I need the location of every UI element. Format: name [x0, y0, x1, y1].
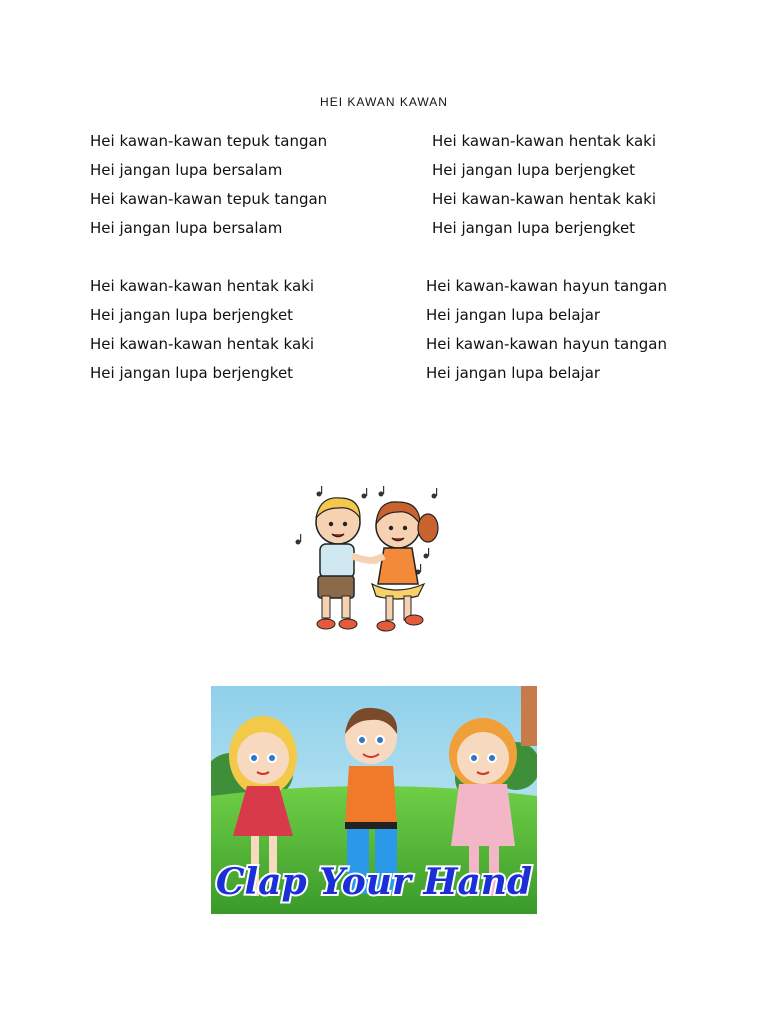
verse-line: Hei jangan lupa belajar	[426, 364, 601, 382]
clap-your-hand-banner	[211, 686, 537, 914]
verse-2	[432, 127, 656, 243]
verse-4	[426, 272, 667, 388]
verse-line: Hei kawan-kawan hentak kaki	[432, 190, 657, 208]
verse-line: Hei jangan lupa bersalam	[90, 219, 283, 237]
verse-line: Hei kawan-kawan hayun tangan	[426, 335, 667, 353]
verse-line: Hei kawan-kawan hentak kaki	[90, 335, 315, 353]
boy-figure	[316, 498, 378, 629]
verse-1	[90, 127, 327, 243]
dancing-children-illustration	[286, 484, 466, 636]
verse-line: Hei kawan-kawan hentak kaki	[90, 277, 315, 295]
verse-line: Hei jangan lupa berjengket	[432, 161, 636, 179]
verse-line: Hei kawan-kawan hentak kaki	[432, 132, 657, 150]
verse-line: Hei kawan-kawan tepuk tangan	[90, 132, 328, 150]
verse-line: Hei kawan-kawan tepuk tangan	[90, 190, 328, 208]
verse-line: Hei kawan-kawan hayun tangan	[426, 277, 667, 295]
banner-title: Clap Your Hand	[215, 861, 533, 903]
verse-line: Hei jangan lupa bersalam	[90, 161, 283, 179]
verse-line: Hei jangan lupa belajar	[426, 306, 601, 324]
verse-line: Hei jangan lupa berjengket	[432, 219, 636, 237]
verse-3	[90, 272, 314, 388]
song-title: HEI KAWAN KAWAN	[320, 95, 448, 109]
girl-figure	[372, 502, 438, 631]
verse-line: Hei jangan lupa berjengket	[90, 306, 294, 324]
verse-line: Hei jangan lupa berjengket	[90, 364, 294, 382]
